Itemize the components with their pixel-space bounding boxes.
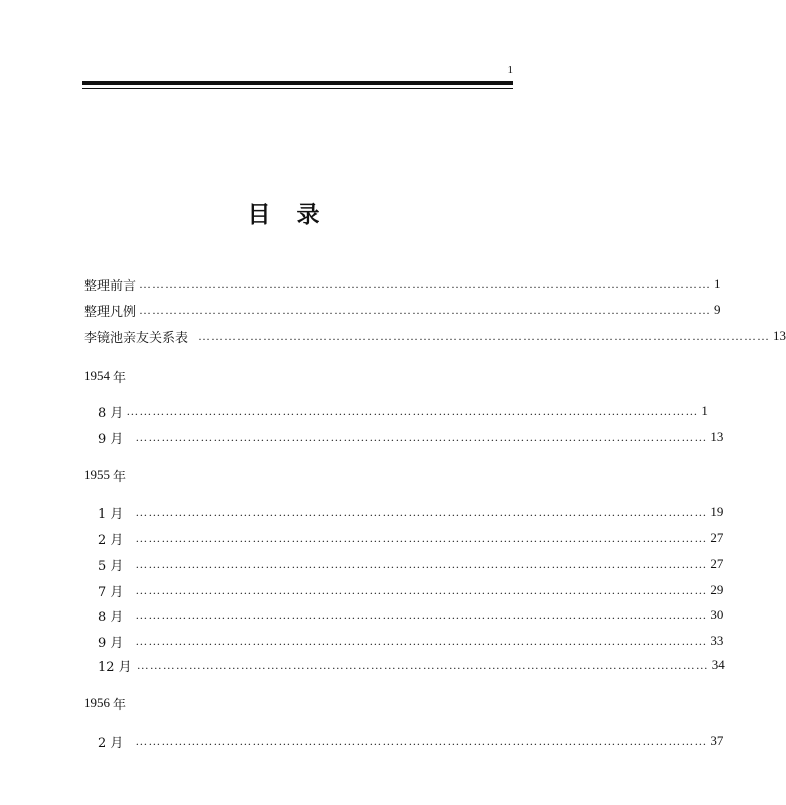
entry-page: 27 <box>710 530 724 545</box>
entry-label: 整理凡例 <box>84 304 137 320</box>
year-suffix: 年 <box>113 697 127 713</box>
toc-entry[interactable] <box>98 427 724 447</box>
toc-entry[interactable] <box>98 631 724 651</box>
toc-entry[interactable] <box>98 605 724 625</box>
year-number: 1956 <box>84 695 110 710</box>
entry-page: 9 <box>714 302 721 317</box>
dot-leader: …………………………………………………………………………………………………………………… <box>135 556 708 571</box>
entry-label: 整理前言 <box>84 278 137 294</box>
page-number: 1 <box>507 64 513 76</box>
toc-entry[interactable] <box>98 580 724 600</box>
entry-page: 33 <box>710 633 724 648</box>
toc-entry[interactable] <box>84 300 721 320</box>
toc-entry[interactable] <box>98 655 725 675</box>
year-suffix: 年 <box>113 370 127 386</box>
year-number: 1954 <box>84 368 110 383</box>
year-suffix: 年 <box>113 469 127 485</box>
dot-leader: …………………………………………………………………………………………………………………… <box>135 429 708 444</box>
toc-entry[interactable] <box>84 326 786 346</box>
entry-label: 12 月 <box>98 659 132 675</box>
entry-label: 5 月 <box>98 558 124 574</box>
toc-entry[interactable] <box>98 502 724 522</box>
entry-page: 19 <box>710 504 724 519</box>
entry-page: 34 <box>711 657 725 672</box>
toc-entry[interactable] <box>98 401 708 421</box>
dot-leader: …………………………………………………………………………………………………………………… <box>126 403 699 418</box>
toc-entry[interactable] <box>98 554 724 574</box>
entry-page: 13 <box>710 429 724 444</box>
dot-leader: …………………………………………………………………………………………………………………… <box>135 530 708 545</box>
year-heading <box>84 465 126 485</box>
dot-leader: …………………………………………………………………………………………………………………… <box>139 276 712 291</box>
entry-page: 30 <box>710 607 724 622</box>
dot-leader: …………………………………………………………………………………………………………………… <box>139 302 712 317</box>
toc-title: 目录 <box>247 201 346 228</box>
entry-page: 27 <box>710 556 724 571</box>
dot-leader: …………………………………………………………………………………………………………………… <box>135 504 708 519</box>
entry-page: 1 <box>701 403 708 418</box>
entry-label: 2 月 <box>98 735 124 751</box>
entry-label: 2 月 <box>98 532 124 548</box>
entry-page: 1 <box>714 276 721 291</box>
dot-leader: …………………………………………………………………………………………………………………… <box>135 607 708 622</box>
dot-leader: …………………………………………………………………………………………………………………… <box>136 657 709 672</box>
header-rule-thin <box>82 88 513 89</box>
entry-page: 13 <box>773 328 786 343</box>
entry-page: 29 <box>710 582 724 597</box>
entry-label: 7 月 <box>98 584 124 600</box>
entry-label: 9 月 <box>98 431 124 447</box>
entry-label: 8 月 <box>98 609 124 625</box>
toc-entry[interactable] <box>98 528 724 548</box>
header-rule-thick <box>82 81 513 85</box>
entry-page: 37 <box>710 733 724 748</box>
entry-label: 1 月 <box>98 506 124 522</box>
year-number: 1955 <box>84 467 110 482</box>
year-heading <box>84 693 126 713</box>
year-heading <box>84 366 126 386</box>
entry-label: 8 月 <box>98 405 124 421</box>
toc-entry[interactable] <box>84 274 721 294</box>
dot-leader: …………………………………………………………………………………………………………………… <box>198 328 771 343</box>
entry-label: 9 月 <box>98 635 124 651</box>
dot-leader: …………………………………………………………………………………………………………………… <box>135 733 708 748</box>
dot-leader: …………………………………………………………………………………………………………………… <box>135 582 708 597</box>
dot-leader: …………………………………………………………………………………………………………………… <box>135 633 708 648</box>
toc-entry[interactable] <box>98 731 724 751</box>
entry-label: 李镜池亲友关系表 <box>84 330 189 346</box>
